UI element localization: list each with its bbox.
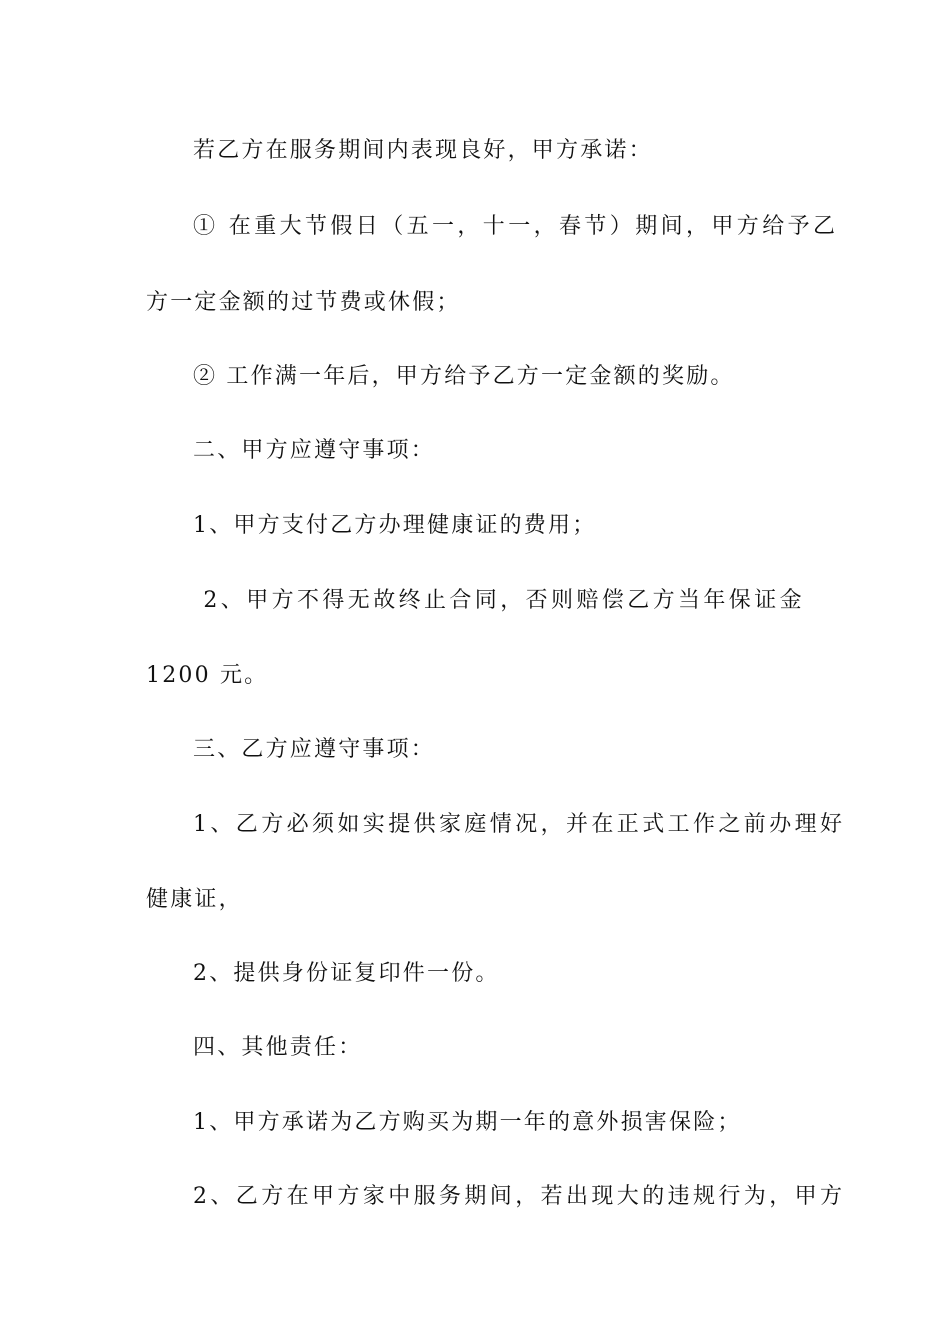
paragraph-line: 2、甲方不得无故终止合同，否则赔偿乙方当年保证金 xyxy=(193,588,805,613)
paragraph-line: ① 在重大节假日（五一，十一，春节）期间，甲方给予乙 xyxy=(193,214,839,239)
paragraph-line: 方一定金额的过节费或休假； xyxy=(146,290,461,315)
paragraph-line: 1、乙方必须如实提供家庭情况，并在正式工作之前办理好 xyxy=(193,812,846,837)
paragraph-line: ② 工作满一年后，甲方给予乙方一定金额的奖励。 xyxy=(193,364,735,389)
paragraph-line: 若乙方在服务期间内表现良好，甲方承诺： xyxy=(193,138,653,163)
paragraph-line: 1200 元。 xyxy=(146,663,269,688)
section-heading: 二、甲方应遵守事项： xyxy=(193,438,436,463)
paragraph-line: 2、乙方在甲方家中服务期间，若出现大的违规行为，甲方 xyxy=(193,1184,846,1209)
paragraph-line: 1、甲方支付乙方办理健康证的费用； xyxy=(193,513,597,538)
paragraph-line: 健康证， xyxy=(146,887,243,912)
section-heading: 三、乙方应遵守事项： xyxy=(193,737,436,762)
section-heading: 四、其他责任： xyxy=(193,1035,363,1060)
paragraph-line: 2、提供身份证复印件一份。 xyxy=(193,961,500,986)
paragraph-line: 1、甲方承诺为乙方购买为期一年的意外损害保险； xyxy=(193,1110,742,1135)
